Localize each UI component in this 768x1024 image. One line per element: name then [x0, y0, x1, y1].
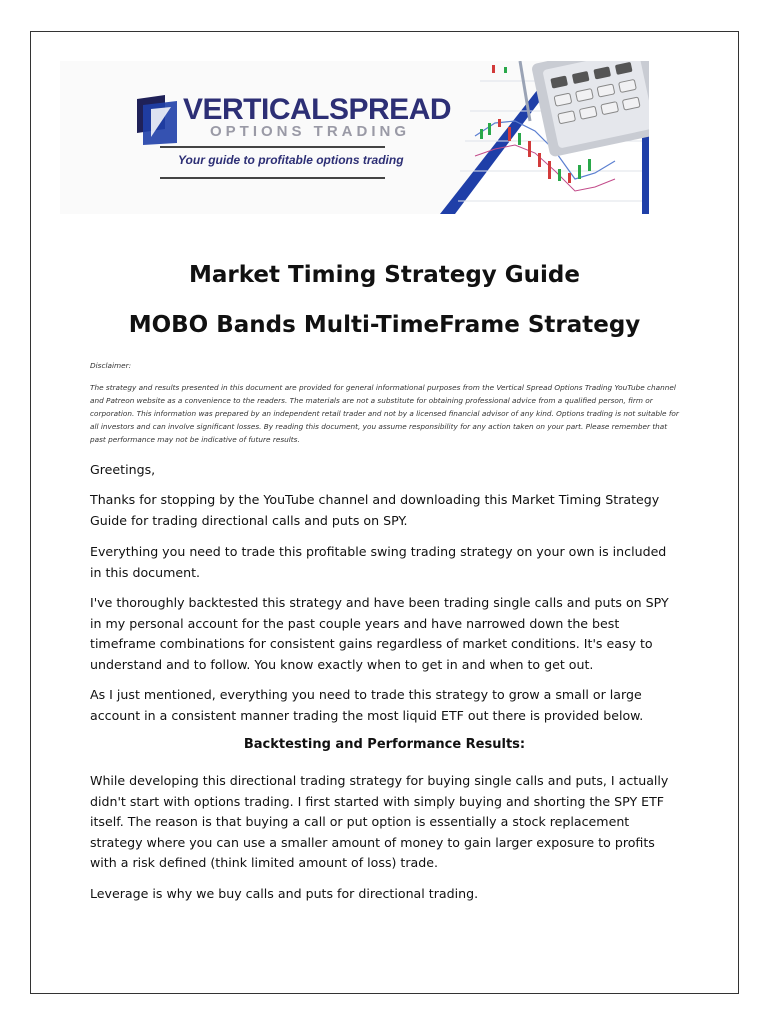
section-heading: Backtesting and Performance Results:: [243, 737, 526, 752]
paragraph-grow-account: As I just mentioned, everything you need to trade this strategy to grow a small or large account in a consistent manner trading the most liquid ETF out there is provided below.: [90, 687, 644, 723]
greeting: Greetings,: [90, 462, 156, 477]
brand-divider-bottom: [160, 177, 385, 179]
vertical-spread-logo-icon: [137, 95, 181, 145]
brand-divider-top: [160, 146, 385, 148]
document-title: Market Timing Strategy Guide: [189, 262, 580, 288]
paragraph-backtested: I've thoroughly backtested this strategy and have been trading single calls and puts on SPY in my personal account for the past couple years and have narrowed down the best timeframe combinations for consistent gains regardless of market conditions. It's easy to understand and to follow. You know exactly when to get in and when to get out.: [90, 595, 669, 672]
brand-tagline: Your guide to profitable options trading: [178, 153, 404, 167]
brand-name-part2: SPREAD: [329, 93, 452, 126]
disclaimer-label: Disclaimer:: [90, 361, 132, 370]
paragraph-intro: Thanks for stopping by the YouTube channel and downloading this Market Timing Strategy Guide for trading directional calls and puts on SPY.: [90, 492, 660, 528]
paragraph-development: While developing this directional trading strategy for buying single calls and puts, I actually didn't start with options trading. I first started with simply buying and shorting the SPY ETF itself. The reason is that buying a call or put option is essentially a stock replacement strategy where you can use a smaller amount of money to gain larger exposure to profits with a risk defined (think limited amount of loss) trade.: [90, 773, 669, 871]
disclaimer-text: The strategy and results presented in this document are provided for general informational purposes from the Vertical Spread Options Trading YouTube channel and Patreon website as a convenience to the readers. The materials are not a substitute for obtaining professional advice from a qualified person, firm or corporation. This information was prepared by an independent retail trader and not by a licensed financial advisor of any kind. Options trading is not suitable for all investors and can involve significant losses. By reading this document, you assume responsibility for any action taken on your part. Please remember that past performance may not be indicative of future results.: [90, 383, 679, 444]
brand-subtitle: OPTIONS TRADING: [210, 123, 411, 140]
paragraph-leverage: Leverage is why we buy calls and puts for directional trading.: [90, 886, 479, 901]
brand-name-part1: VERTICAL: [183, 93, 329, 126]
document-subtitle: MOBO Bands Multi-TimeFrame Strategy: [128, 312, 641, 338]
header-banner: [60, 61, 649, 214]
paragraph-included: Everything you need to trade this profitable swing trading strategy on your own is included in this document.: [90, 544, 667, 580]
calculator-chart-illustration: [380, 61, 649, 214]
